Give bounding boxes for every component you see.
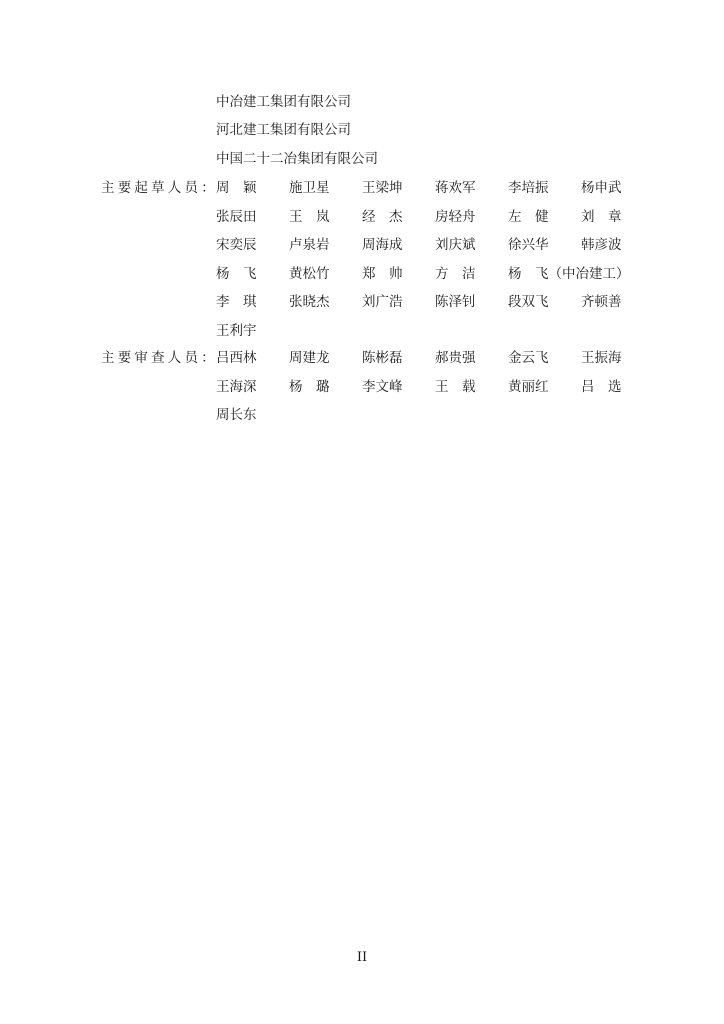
drafter-name: 徐兴华 <box>508 237 549 254</box>
drafter-name: 蒋欢军 <box>435 180 476 196</box>
drafter-name: 王 岚 <box>289 208 330 225</box>
reviewer-name: 陈彬磊 <box>362 350 403 366</box>
drafter-name: 黄松竹 <box>289 265 330 282</box>
drafter-name: 杨 飞 <box>216 265 257 282</box>
drafter-name: 施卫星 <box>289 180 330 196</box>
drafter-name: 王梁坤 <box>362 180 403 196</box>
drafter-name: 李培振 <box>508 180 549 196</box>
reviewers-label: 主要审查人员： <box>101 350 218 366</box>
drafter-name: 刘 章 <box>581 208 622 225</box>
drafter-name: 刘庆斌 <box>435 237 476 254</box>
drafter-name: 李 琪 <box>216 294 257 311</box>
reviewer-name: 王海深 <box>216 378 257 395</box>
reviewer-name: 吕 选 <box>581 378 622 395</box>
drafter-name: 左 健 <box>508 208 549 225</box>
reviewer-name: 李文峰 <box>362 378 403 395</box>
organization-3: 中国二十二冶集团有限公司 <box>216 151 378 167</box>
reviewer-name: 周长东 <box>216 407 257 423</box>
drafter-name: 张晓杰 <box>289 294 330 311</box>
organization-1: 中冶建工集团有限公司 <box>216 94 351 110</box>
reviewer-name: 郝贵强 <box>435 350 476 366</box>
reviewer-name: 吕西林 <box>216 350 257 366</box>
drafter-name: 经 杰 <box>362 208 403 225</box>
drafter-name: 韩彦波 <box>581 237 622 254</box>
reviewer-name: 黄丽红 <box>508 378 549 395</box>
drafter-name: 郑 帅 <box>362 265 403 282</box>
drafter-name: 陈泽钊 <box>435 294 476 311</box>
drafter-name: 齐顿善 <box>581 294 622 311</box>
reviewer-name: 周建龙 <box>289 350 330 366</box>
drafter-name: 张辰田 <box>216 208 257 225</box>
drafter-name: 卢泉岩 <box>289 237 330 254</box>
organization-2: 河北建工集团有限公司 <box>216 122 351 138</box>
drafter-name: 王利宇 <box>216 323 257 339</box>
drafter-name: 方 洁 <box>435 265 476 282</box>
reviewer-name: 杨 璐 <box>289 378 330 395</box>
drafter-name: 刘广浩 <box>362 294 403 311</box>
drafters-label: 主要起草人员： <box>101 180 218 196</box>
page-number: II <box>356 950 368 965</box>
drafter-name: 周 颖 <box>216 180 257 196</box>
reviewer-name: 王振海 <box>581 350 622 366</box>
drafter-name: 周海成 <box>362 237 403 254</box>
reviewer-name: 金云飞 <box>508 350 549 366</box>
reviewer-name: 王 载 <box>435 378 476 395</box>
drafter-name: 段双飞 <box>508 294 549 311</box>
drafter-name: 宋奕辰 <box>216 237 257 254</box>
drafter-name: 杨 飞（中冶建工） <box>508 265 630 282</box>
drafter-name: 房轻舟 <box>435 208 476 225</box>
drafter-name: 杨申武 <box>581 180 622 196</box>
